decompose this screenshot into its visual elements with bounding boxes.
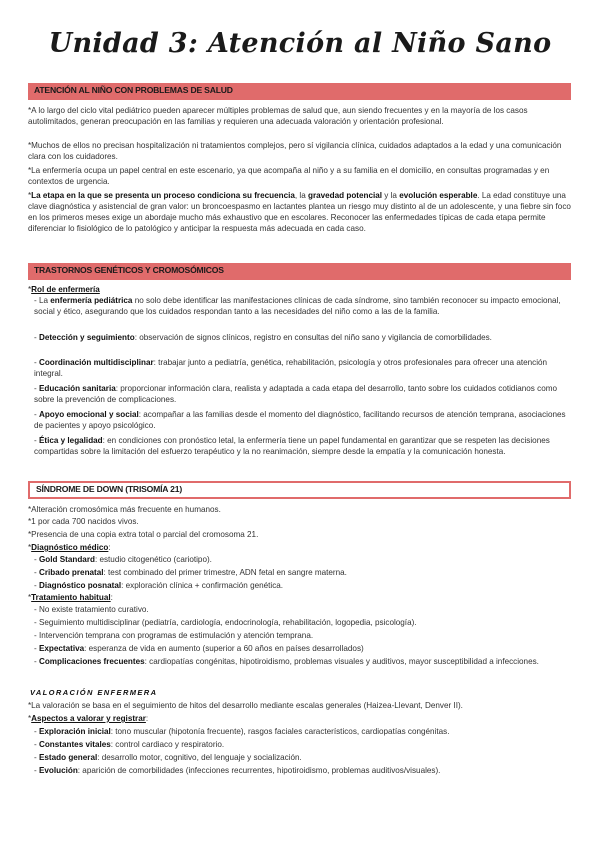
text: , la: [294, 191, 308, 200]
list-item: [34, 410, 569, 432]
bold-text: Coordinación multidisciplinar: [38, 358, 154, 367]
text: : aparición de comorbilidades (infecciones recurrentes, hipotiroidismo, problemas auditivos/visuales).: [77, 766, 441, 775]
bold-text: Gold Standard: [38, 555, 95, 564]
paragraph: *1 por cada 700 nacidos vivos.: [28, 517, 139, 526]
paragraph: *La etapa en la que se presenta un proceso condiciona su frecuencia, la gravedad potencial y la evolución esperable. La edad constituye una clave diagnóstica y asistencial de gran valor: un broncoespasmo en lactantes plantea un riesgo muy distinto al de un adolescente, y una fiebre sin foco en los primeros meses exige un abordaje mucho más exhaustivo que en escolares. Reconocer las enfermedades típicas de cada etapa permite diferenciar lo fisiológico de lo patológico y anticipar la respuesta más adecuada en cada caso.: [28, 191, 571, 233]
text: y la: [382, 191, 400, 200]
paragraph: *La valoración se basa en el seguimiento de hitos del desarrollo mediante escalas generales (Haizea-Llevant, Denver II).: [28, 701, 463, 710]
text: : estudio citogenético (cariotipo).: [94, 555, 212, 564]
list-item: [34, 333, 569, 344]
underlined-subheading: Tratamiento habitual: [31, 593, 111, 602]
text: no solo debe identificar las manifestaciones clínicas de cada síndrome, sino también reconocer su impacto emocional, social y ético, asegurando que los cuidados respondan tanto a las necesidades del niño como a las de la familia.: [34, 296, 561, 316]
text: -: [34, 358, 39, 367]
page-title: Unidad 3: Atención al Niño Sano: [48, 28, 552, 59]
paragraph: *La enfermería ocupa un papel central en este escenario, ya que acompaña al niño y a su familia en el domicilio, en consultas programadas y en contextos de urgencia.: [28, 166, 550, 186]
list-item: - Diagnóstico posnatal: exploración clínica + confirmación genética.: [34, 581, 284, 590]
text: : observación de signos clínicos, registro en consultas del niño sano y vigilancia de comorbilidades.: [134, 333, 492, 342]
paragraph: *Presencia de una copia extra total o parcial del cromosoma 21.: [28, 530, 259, 539]
underlined-subheading: Diagnóstico médico: [31, 543, 109, 552]
text: -: [34, 436, 39, 445]
text: : test combinado del primer trimestre, ADN fetal en sangre materna.: [103, 568, 347, 577]
list-item: - Exploración inicial: tono muscular (hipotonía frecuente), rasgos faciales característicos, cardiopatías congénitas.: [34, 727, 450, 736]
list-item: [34, 358, 569, 380]
list-item: - Cribado prenatal: test combinado del primer trimestre, ADN fetal en sangre materna.: [34, 568, 347, 577]
subheading-diagnostico: *Diagnóstico médico:: [28, 543, 111, 552]
bold-text: Cribado prenatal: [38, 568, 104, 577]
section-heading-text: SÍNDROME DE DOWN (TRISOMÍA 21): [36, 484, 182, 494]
list-item: [34, 296, 569, 318]
list-item: - Evolución: aparición de comorbilidades (infecciones recurrentes, hipotiroidismo, problemas auditivos/visuales).: [34, 766, 441, 775]
text: : exploración clínica + confirmación genética.: [121, 581, 284, 590]
text: : cardiopatías congénitas, hipotiroidismo, problemas visuales y auditivos, mayor susceptibilidad a infecciones.: [144, 657, 539, 666]
bold-text: enfermería pediátrica: [50, 296, 133, 305]
bold-text: Diagnóstico posnatal: [38, 581, 122, 590]
section-heading-genetic-disorders: [28, 263, 571, 280]
list-item: - Intervención temprana con programas de estimulación y atención temprana.: [34, 631, 314, 640]
list-item: - Estado general: desarrollo motor, cognitivo, del lenguaje y socialización.: [34, 753, 302, 762]
list-item: - Complicaciones frecuentes: cardiopatías congénitas, hipotiroidismo, problemas visuales y auditivos, mayor susceptibilidad a infecciones.: [34, 657, 539, 666]
bold-text: Detección y seguimiento: [38, 333, 135, 342]
bold-text: Ética y legalidad: [38, 436, 103, 445]
bold-text: Evolución: [38, 766, 78, 775]
subheading-rol: *Rol de enfermería: [28, 285, 100, 294]
text: -: [34, 384, 39, 393]
underlined-subheading: Aspectos a valorar y registrar: [31, 714, 146, 723]
list-item: - No existe tratamiento curativo.: [34, 605, 149, 614]
text: : en condiciones con pronóstico letal, la enfermería tiene un papel fundamental en garantizar que se respeten las decisiones compartidas sobre la limitación del esfuerzo terapéutico y la no reanimación, siempre desde la empatía y la comunicación honesta.: [34, 436, 550, 456]
text: - La: [34, 296, 51, 305]
text: : tono muscular (hipotonía frecuente), rasgos faciales característicos, cardiopatías congénitas.: [110, 727, 450, 736]
bold-text: Apoyo emocional y social: [38, 410, 139, 419]
section-heading-down-syndrome: [28, 481, 571, 499]
text: : esperanza de vida en aumento (superior a 60 años en países desarrollados): [84, 644, 364, 653]
bold-text: La etapa en la que se presenta un proceso condiciona su frecuencia: [31, 191, 295, 200]
text: : acompañar a las familias desde el momento del diagnóstico, facilitando recursos de atención temprana, asociaciones de pacientes y apoyo psicológico.: [34, 410, 566, 430]
bold-text: Exploración inicial: [38, 727, 111, 736]
text: . La edad constituye una clave diagnóstica y asistencial de gran valor: un broncoespasmo en lactantes plantea un riesgo muy distinto al de un adolescente, y una fiebre sin foco en los primeros meses exige un abordaje mucho más exhaustivo que en escolares. Reconocer las enfermedades típicas de cada etapa permite diferenciar lo fisiológico de lo patológico y anticipar la respuesta más adecuada en cada caso.: [28, 191, 571, 233]
text: : proporcionar información clara, realista y adaptada a cada etapa del desarrollo, tanto sobre los cuidados cotidianos como sobre la prevención de complicaciones.: [34, 384, 557, 404]
bold-text: gravedad potencial: [307, 191, 383, 200]
section-heading-text: ATENCIÓN AL NIÑO CON PROBLEMAS DE SALUD: [34, 85, 233, 95]
text: : trabajar junto a pediatría, genética, rehabilitación, psicología y otros profesionales para ofrecer una atención integral.: [34, 358, 548, 378]
subheading-tratamiento: *Tratamiento habitual:: [28, 593, 113, 602]
text: : control cardiaco y respiratorio.: [110, 740, 225, 749]
subheading-aspectos: *Aspectos a valorar y registrar:: [28, 714, 149, 723]
bold-text: Expectativa: [38, 644, 85, 653]
paragraph: *Muchos de ellos no precisan hospitalización ni tratamientos complejos, pero sí vigilancia clínica, cuidados adaptados a la edad y una comunicación clara con los cuidadores.: [28, 141, 562, 161]
text: -: [34, 333, 39, 342]
bold-text: Constantes vitales: [38, 740, 111, 749]
list-item: [34, 436, 569, 458]
list-item: [34, 384, 569, 406]
underlined-subheading: Rol de enfermería: [31, 285, 100, 294]
valoracion-heading: VALORACIÓN ENFERMERA: [30, 688, 158, 697]
section-heading-health-problems: [28, 83, 571, 100]
bold-text: Complicaciones frecuentes: [38, 657, 145, 666]
list-item: - Expectativa: esperanza de vida en aumento (superior a 60 años en países desarrollados): [34, 644, 364, 653]
section-heading-text: TRASTORNOS GENÉTICOS Y CROMOSÓMICOS: [34, 265, 224, 275]
list-item: - Constantes vitales: control cardiaco y respiratorio.: [34, 740, 225, 749]
paragraph: *A lo largo del ciclo vital pediátrico pueden aparecer múltiples problemas de salud que, aun siendo frecuentes y en la mayoría de los casos autolimitados, generan preocupación en las familias y requieren una adecuada valoración y orientación profesional.: [28, 106, 528, 126]
text: : desarrollo motor, cognitivo, del lenguaje y socialización.: [97, 753, 302, 762]
bold-text: Estado general: [38, 753, 98, 762]
bold-text: Educación sanitaria: [38, 384, 116, 393]
paragraph: *Alteración cromosómica más frecuente en humanos.: [28, 505, 221, 514]
bold-text: evolución esperable: [399, 191, 478, 200]
list-item: - Gold Standard: estudio citogenético (cariotipo).: [34, 555, 212, 564]
list-item: - Seguimiento multidisciplinar (pediatría, cardiología, endocrinología, rehabilitación, logopedia, psicología).: [34, 618, 417, 627]
text: -: [34, 410, 39, 419]
